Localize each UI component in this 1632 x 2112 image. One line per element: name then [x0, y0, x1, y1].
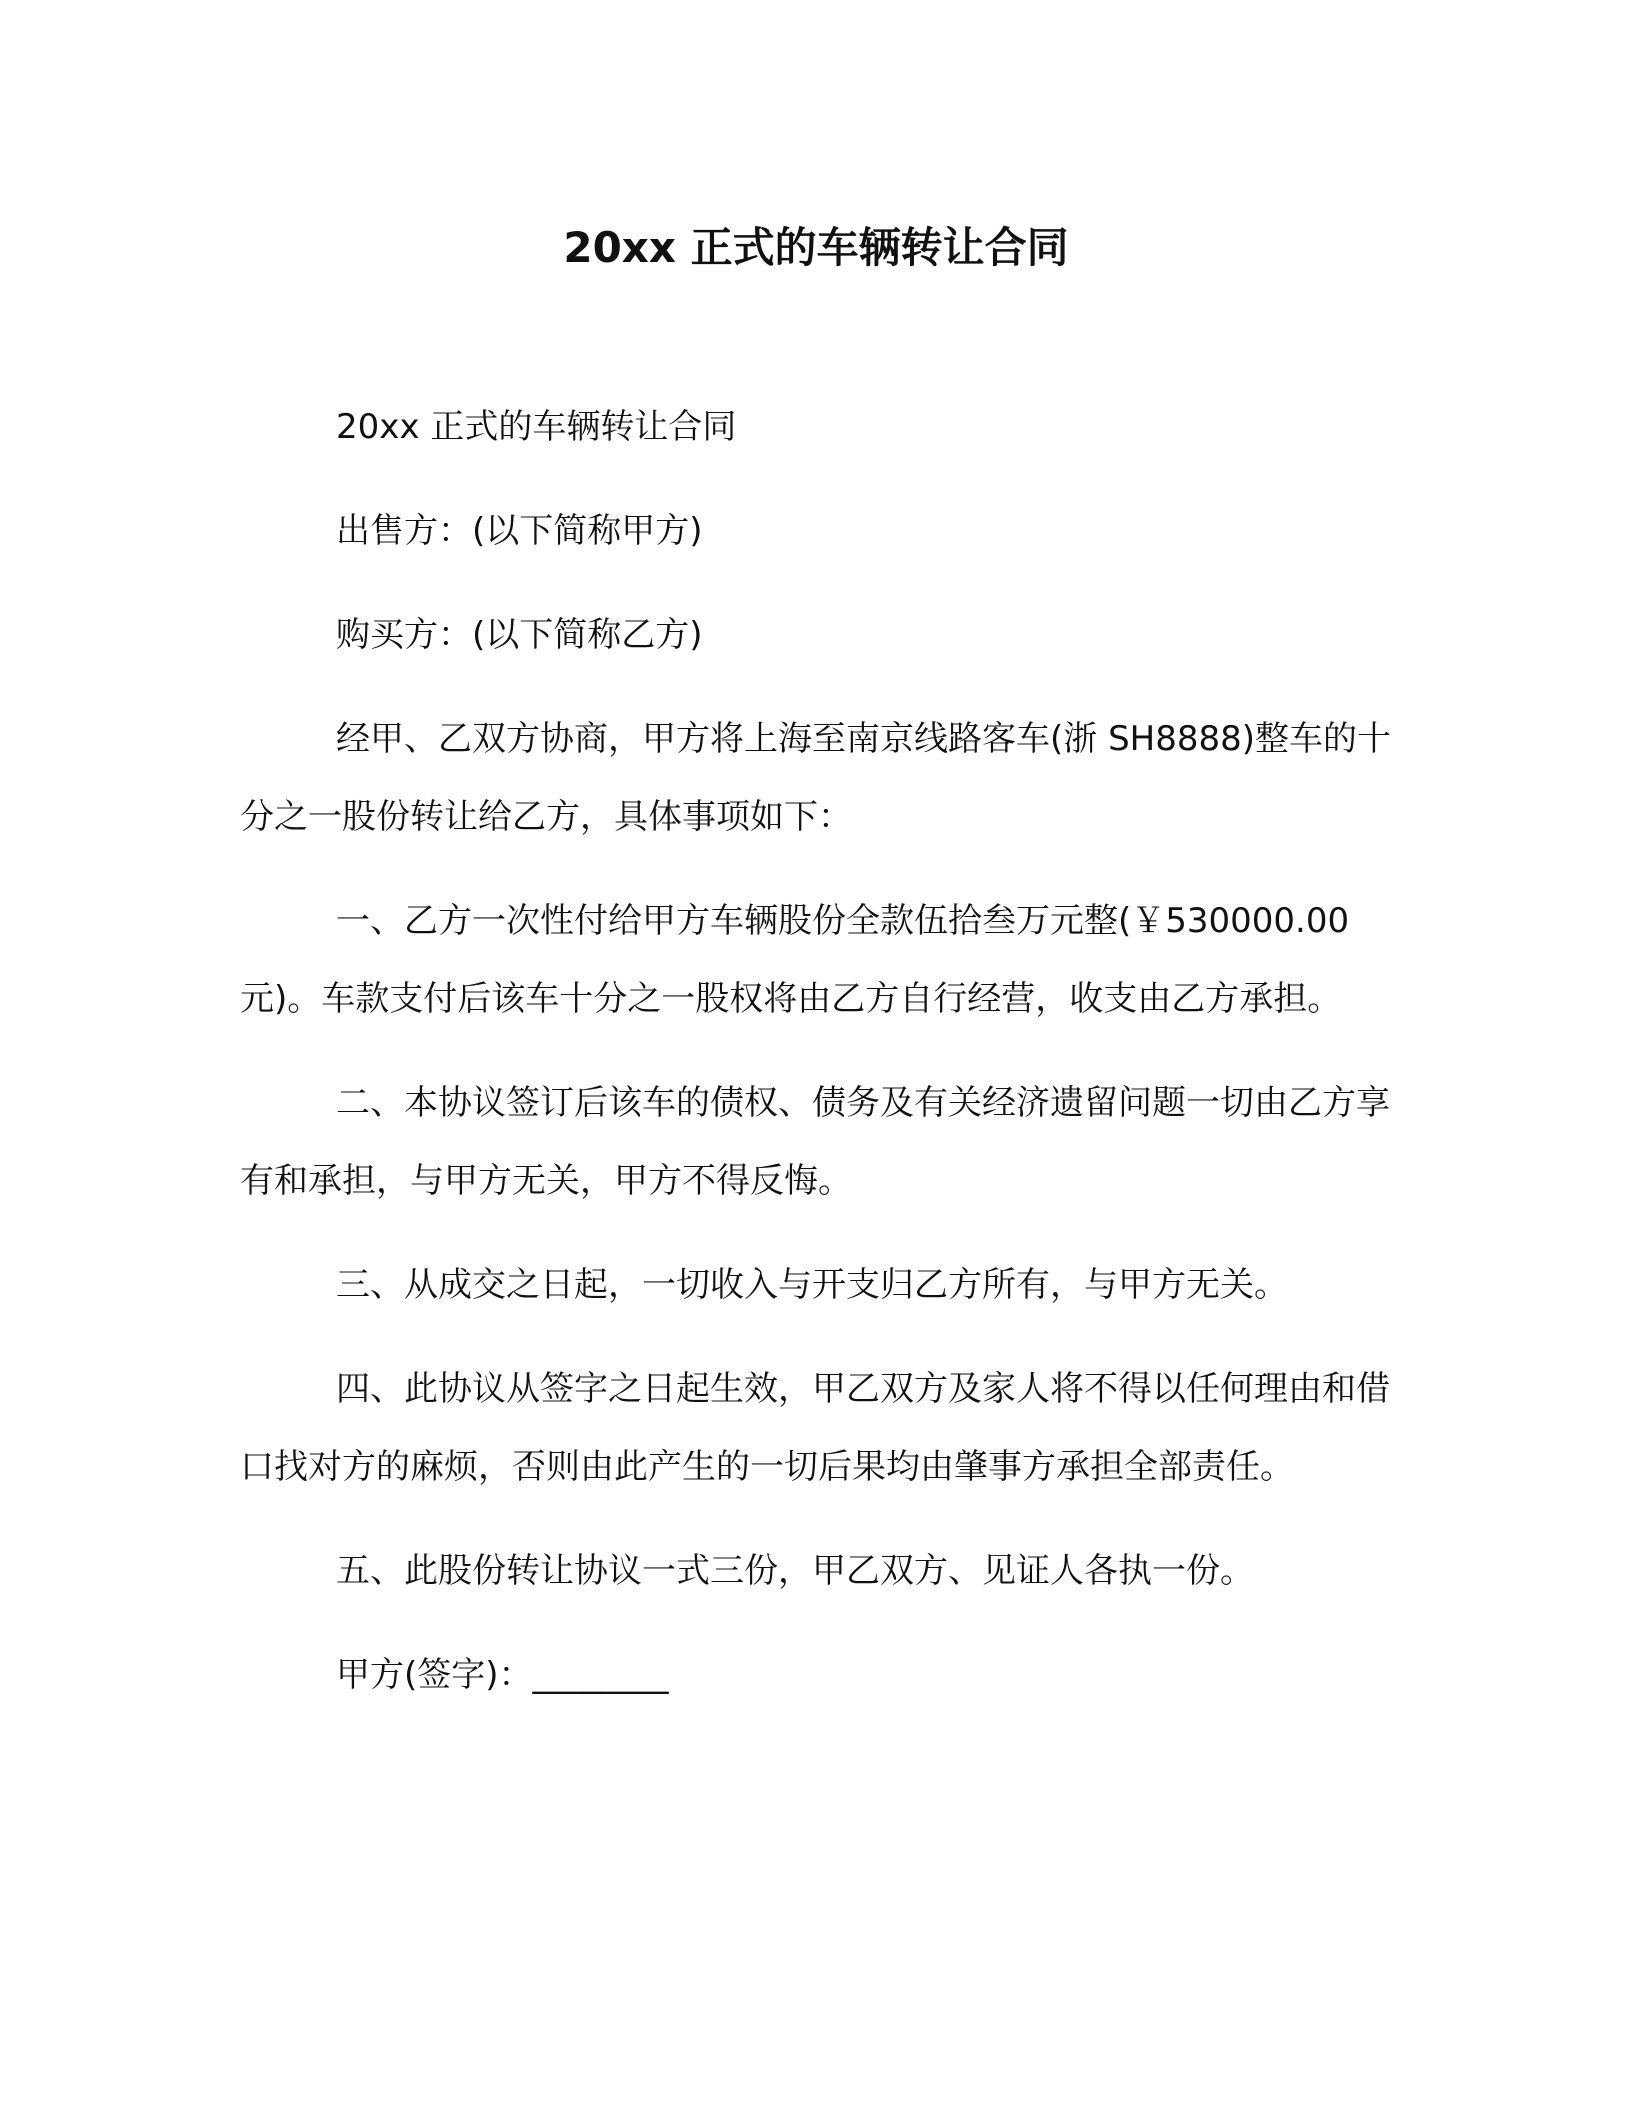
paragraph-intro: 经甲、乙双方协商，甲方将上海至南京线路客车(浙 SH8888)整车的十分之一股份转让给乙方，具体事项如下：: [240, 719, 1392, 837]
paragraph-signature-party-a: 甲方(签字)：________: [336, 1655, 669, 1695]
paragraph-clause-5: 五、此股份转让协议一式三份，甲乙双方、见证人各执一份。: [336, 1551, 1254, 1591]
paragraph-subtitle: 20xx 正式的车辆转让合同: [336, 407, 737, 447]
paragraph-clause-3: 三、从成交之日起，一切收入与开支归乙方所有，与甲方无关。: [336, 1265, 1288, 1305]
document-title: 20xx 正式的车辆转让合同: [563, 223, 1069, 272]
document-body: [240, 388, 1392, 1740]
paragraph-buyer: 购买方：(以下简称乙方): [336, 615, 703, 655]
paragraph-seller: 出售方：(以下简称甲方): [336, 511, 703, 551]
paragraph-clause-2: 二、本协议签订后该车的债权、债务及有关经济遗留问题一切由乙方享有和承担，与甲方无关，甲方不得反悔。: [240, 1083, 1390, 1201]
paragraph-clause-4: 四、此协议从签字之日起生效，甲乙双方及家人将不得以任何理由和借口找对方的麻烦，否则由此产生的一切后果均由肇事方承担全部责任。: [240, 1369, 1390, 1487]
paragraph-clause-1: 一、乙方一次性付给甲方车辆股份全款伍拾叁万元整(￥530000.00 元)。车款支付后该车十分之一股权将由乙方自行经营，收支由乙方承担。: [240, 901, 1350, 1019]
